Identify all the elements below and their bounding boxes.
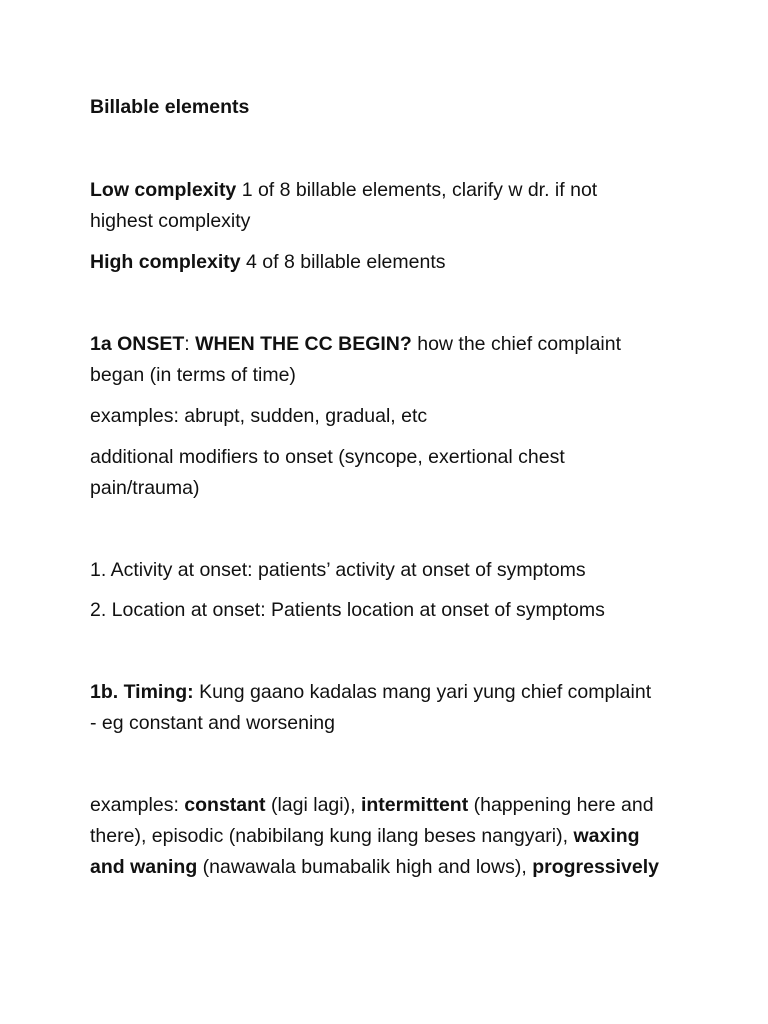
timing-paragraph <box>90 677 690 739</box>
high-complexity-paragraph <box>90 247 690 278</box>
onset-modifiers-line1: additional modifiers to onset (syncope, exertional chest <box>90 446 565 468</box>
document-title <box>90 92 690 123</box>
waning-desc: (nawawala bumabalik high and lows), <box>197 856 533 878</box>
term-constant: constant <box>184 794 266 816</box>
list-item-activity <box>90 555 690 586</box>
high-complexity-label: High complexity <box>90 251 241 273</box>
timing-examples-prefix: examples: <box>90 794 185 816</box>
onset-paragraph <box>90 329 690 391</box>
low-complexity-paragraph <box>90 175 690 237</box>
timing-examples-line2: there), episodic (nabibilang kung ilang beses nangyari), <box>90 825 574 847</box>
low-complexity-text: 1 of 8 billable elements, clarify w dr. if not <box>236 179 598 201</box>
list-item-activity-text: 1. Activity at onset: patients’ activity at onset of symptoms <box>90 559 586 581</box>
onset-question: WHEN THE CC BEGIN? <box>195 333 412 355</box>
onset-modifiers-line2: pain/trauma) <box>90 477 200 499</box>
onset-examples-text: examples: abrupt, sudden, gradual, etc <box>90 405 428 427</box>
onset-description: how the chief complaint <box>411 333 622 355</box>
timing-label: 1b. Timing: <box>90 681 194 703</box>
term-and-waning: and waning <box>90 856 198 878</box>
onset-examples <box>90 401 690 432</box>
timing-text: Kung gaano kadalas mang yari yung chief complaint <box>193 681 652 703</box>
list-item-location <box>90 595 690 626</box>
onset-modifiers <box>90 442 690 504</box>
low-complexity-text-cont: highest complexity <box>90 210 251 232</box>
constant-desc: (lagi lagi), <box>265 794 361 816</box>
term-progressively: progressively <box>532 856 660 878</box>
timing-text-cont: - eg constant and worsening <box>90 712 335 734</box>
timing-examples-paragraph <box>90 790 690 883</box>
onset-description-cont: began (in terms of time) <box>90 364 296 386</box>
term-waxing: waxing <box>573 825 640 847</box>
high-complexity-text: 4 of 8 billable elements <box>240 251 446 273</box>
intermittent-desc: (happening here and <box>468 794 654 816</box>
list-item-location-text: 2. Location at onset: Patients location at onset of symptoms <box>90 599 605 621</box>
onset-separator: : <box>184 333 196 355</box>
low-complexity-label: Low complexity <box>90 179 237 201</box>
term-intermittent: intermittent <box>360 794 469 816</box>
title-text: Billable elements <box>90 96 250 118</box>
onset-label: 1a ONSET <box>90 333 185 355</box>
